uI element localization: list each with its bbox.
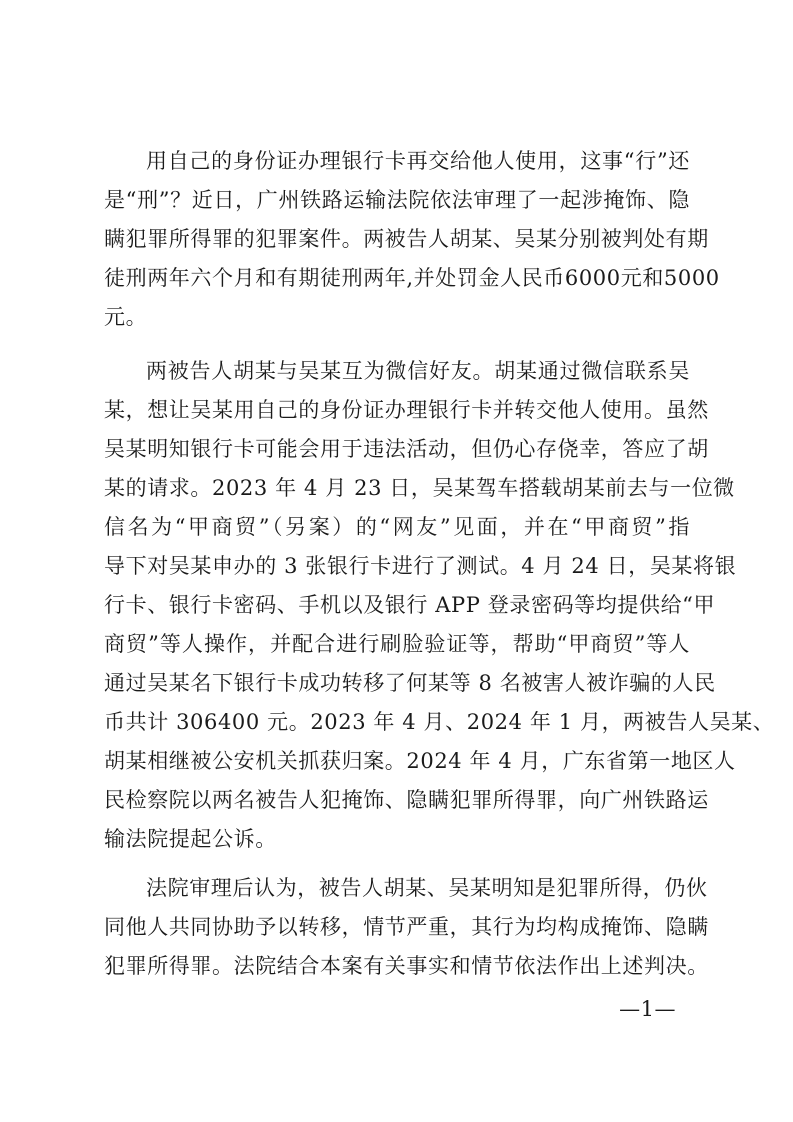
paragraph-line: 某的请求。2023 年 4 月 23 日，吴某驾车搭载胡某前去与一位微 xyxy=(104,476,735,500)
paragraph-line: 同他人共同协助予以转移，情节严重，其行为均构成掩饰、隐瞒 xyxy=(104,915,709,939)
paragraph-line: 通过吴某名下银行卡成功转移了何某等 8 名被害人被诈骗的人民 xyxy=(104,671,716,695)
paragraph-line: 行卡、银行卡密码、手机以及银行 APP 登录密码等均提供给“甲 xyxy=(104,593,716,617)
paragraph-line: 吴某明知银行卡可能会用于违法活动，但仍心存侥幸，答应了胡 xyxy=(104,437,709,461)
paragraph-line: 民检察院以两名被告人犯掩饰、隐瞒犯罪所得罪，向广州铁路运 xyxy=(104,788,709,812)
paragraph-line: 元。 xyxy=(104,305,148,329)
paragraph-line: 某，想让吴某用自己的身份证办理银行卡并转交他人使用。虽然 xyxy=(104,398,709,422)
paragraph-line: 瞒犯罪所得罪的犯罪案件。两被告人胡某、吴某分别被判处有期 xyxy=(104,227,709,251)
paragraph-line: 输法院提起公诉。 xyxy=(104,827,277,851)
paragraph-3 xyxy=(104,869,709,986)
paragraph-line: 用自己的身份证办理银行卡再交给他人使用，这事“行”还 xyxy=(146,149,690,173)
paragraph-line: 是“刑”？近日，广州铁路运输法院依法审理了一起涉掩饰、隐 xyxy=(104,188,690,212)
paragraph-1 xyxy=(104,142,720,337)
paragraph-line: 两被告人胡某与吴某互为微信好友。胡某通过微信联系吴 xyxy=(146,359,690,383)
page-number: —1— xyxy=(619,997,676,1021)
paragraph-line: 法院审理后认为，被告人胡某、吴某明知是犯罪所得，仍伙 xyxy=(146,876,708,900)
paragraph-line: 徒刑两年六个月和有期徒刑两年,并处罚金人民币6000元和5000 xyxy=(104,266,720,290)
paragraph-line: 导下对吴某申办的 3 张银行卡进行了测试。4 月 24 日，吴某将银 xyxy=(104,554,737,578)
paragraph-2 xyxy=(104,352,775,859)
paragraph-line: 币共计 306400 元。2023 年 4 月、2024 年 1 月，两被告人吴某、 xyxy=(104,710,775,734)
paragraph-line: 商贸”等人操作，并配合进行刷脸验证等，帮助“甲商贸”等人 xyxy=(104,632,690,656)
paragraph-line: 胡某相继被公安机关抓获归案。2024 年 4 月，广东省第一地区人 xyxy=(104,749,736,773)
paragraph-line: 信名为“甲商贸”（另案）的“网友”见面，并在“甲商贸”指 xyxy=(104,515,690,539)
paragraph-line: 犯罪所得罪。法院结合本案有关事实和情节依法作出上述判决。 xyxy=(104,954,709,978)
